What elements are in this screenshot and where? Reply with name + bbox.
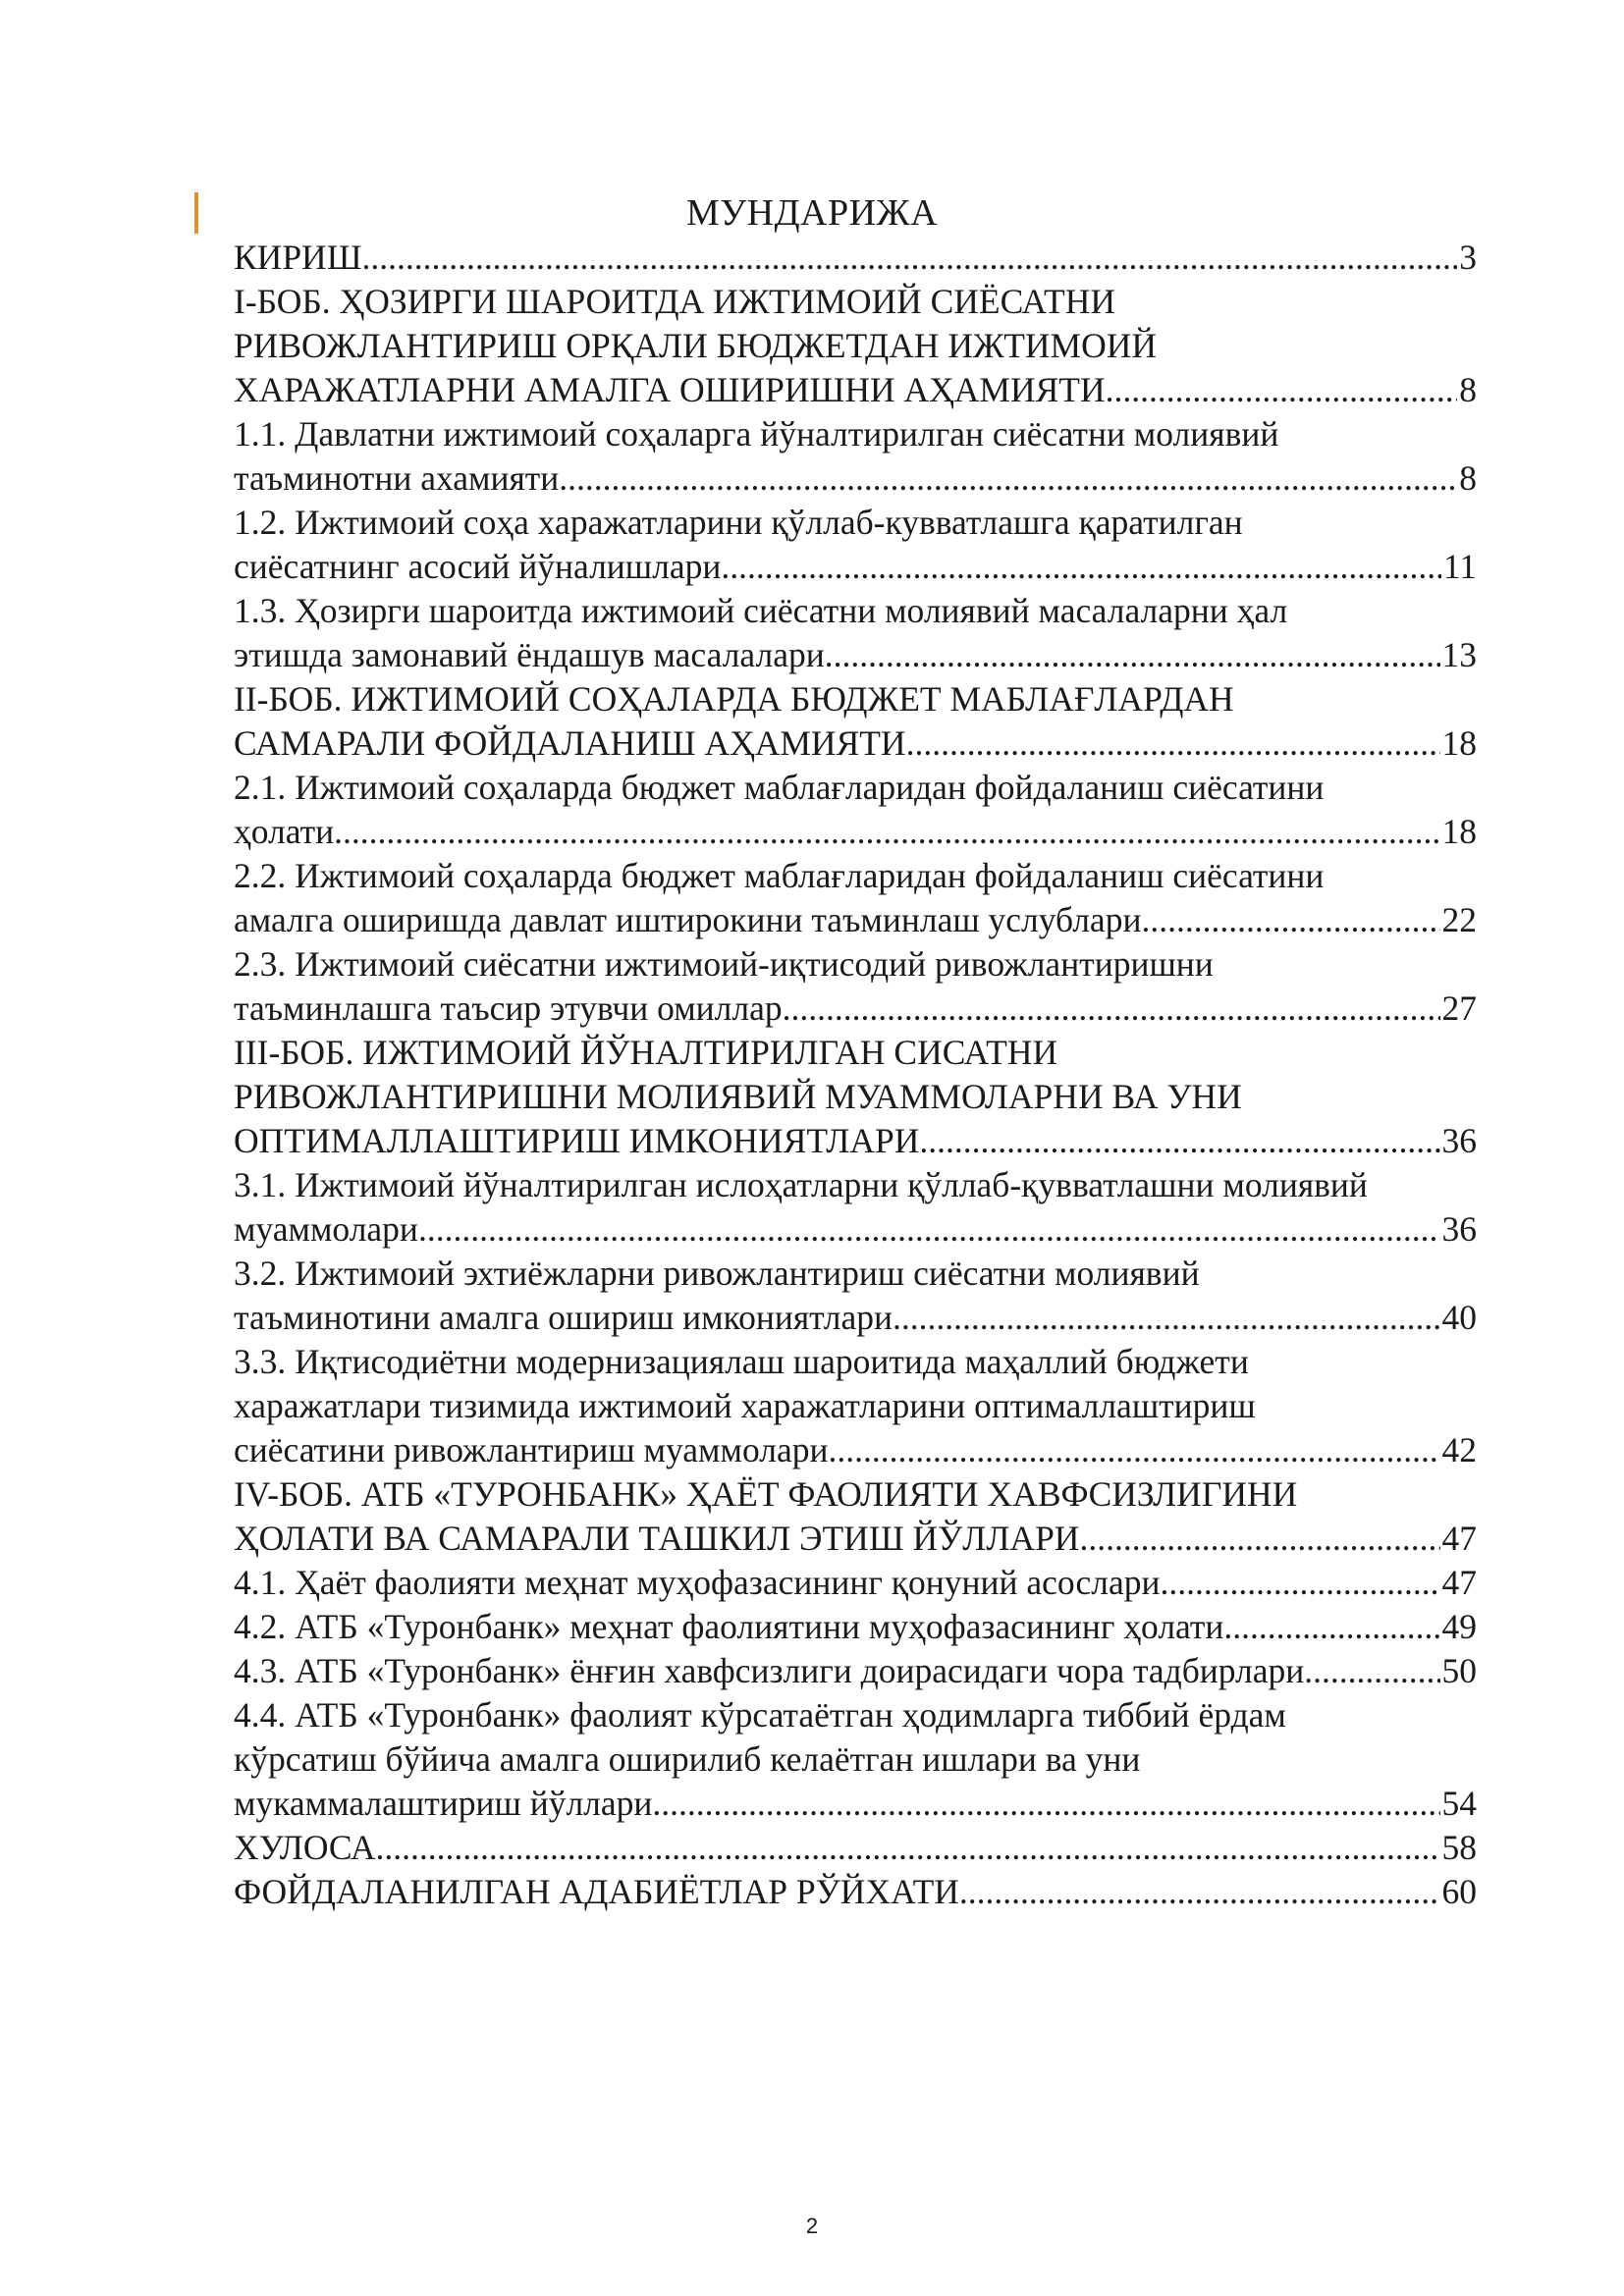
toc-entry-text-line: сиёсатини ривожлантириш муаммолари	[234, 1430, 829, 1469]
toc-entry-text-line: 1.3. Ҳозирги шароитда ижтимоий сиёсатни молиявий масалаларни ҳал	[234, 591, 1288, 630]
toc-entry[interactable]	[234, 1340, 1477, 1472]
toc-page-number: 18	[1441, 723, 1477, 763]
toc-entry-last-line	[234, 1649, 1477, 1693]
toc-entry-text-line: 4.4. АТБ «Туронбанк» фаолият кўрсатаётган ҳодимларга тиббий ёрдам	[234, 1695, 1286, 1735]
toc-page-number: 54	[1441, 1784, 1477, 1823]
dot-leader	[783, 987, 1440, 1031]
toc-entry-text-line: таъминотни ахамияти	[234, 458, 560, 498]
toc-page-number: 11	[1442, 547, 1477, 586]
toc-entry-last-line	[234, 1826, 1477, 1870]
toc-entry-text-line: ҳолати	[234, 812, 335, 851]
toc-entry[interactable]	[234, 677, 1477, 766]
toc-entry-text-line: РИВОЖЛАНТИРИШ ОРҚАЛИ БЮДЖЕТДАН ИЖТИМОИЙ	[234, 326, 1158, 365]
dot-leader	[919, 1119, 1439, 1163]
toc-page-number: 8	[1459, 370, 1477, 409]
toc-page-number: 36	[1441, 1209, 1477, 1249]
toc-entry-last-line	[234, 1428, 1477, 1472]
toc-entry[interactable]	[234, 589, 1477, 677]
dot-leader	[375, 1826, 1439, 1870]
toc-entry-text-line: 2.1. Ижтимоий соҳаларда бюджет маблағларидан фойдаланиш сиёсатини	[234, 768, 1325, 807]
toc-entry[interactable]	[234, 1870, 1477, 1914]
toc-entry[interactable]	[234, 236, 1477, 280]
toc-entry-last-line	[234, 1782, 1477, 1826]
toc-page-number: 47	[1441, 1519, 1477, 1558]
toc-page-number: 49	[1441, 1607, 1477, 1646]
toc-entry-text-line: 1.1. Давлатни ижтимоий соҳаларга йўналтирилган сиёсатни молиявий	[234, 414, 1279, 454]
toc-entry-text-line: ОПТИМАЛЛАШТИРИШ ИМКОНИЯТЛАРИ	[234, 1121, 920, 1160]
toc-entry-text-line: 1.2. Ижтимоий соҳа харажатларини қўллаб-кувватлашга қаратилган	[234, 503, 1243, 542]
page-number: 2	[805, 2214, 819, 2238]
toc-entry[interactable]	[234, 1605, 1477, 1649]
toc-entry[interactable]	[234, 1561, 1477, 1605]
dot-leader	[334, 810, 1439, 854]
toc-entry-last-line	[234, 1296, 1477, 1340]
toc-entry-last-line	[234, 1870, 1477, 1914]
toc-page-number: 18	[1441, 812, 1477, 851]
toc-entry-text-line: КИРИШ	[234, 238, 362, 277]
dot-leader	[906, 721, 1440, 766]
toc-entry-text-line: 3.2. Ижтимоий эхтиёжларни ривожлантириш сиёсатни молиявий	[234, 1254, 1200, 1293]
dot-leader	[1141, 898, 1439, 942]
toc-page-number: 47	[1441, 1563, 1477, 1602]
toc-entry-text-line: САМАРАЛИ ФОЙДАЛАНИШ АҲАМИЯТИ	[234, 723, 906, 763]
toc-entry-text-line: этишда замонавий ёндашув масалалари	[234, 635, 825, 674]
toc-entry[interactable]	[234, 501, 1477, 589]
toc-entry[interactable]	[234, 1693, 1477, 1826]
toc-page-number: 36	[1441, 1121, 1477, 1160]
toc-page-number: 22	[1441, 900, 1477, 939]
toc-entry-text-line: II-БОБ. ИЖТИМОИЙ СОҲАЛАРДА БЮДЖЕТ МАБЛАҒЛАРДАН	[234, 679, 1234, 719]
toc-entry-text-line: таъминлашга таъсир этувчи омиллар	[234, 988, 783, 1028]
toc-entry-last-line	[234, 1119, 1477, 1163]
toc-entry-text-line: III-БОБ. ИЖТИМОИЙ ЙЎНАЛТИРИЛГАН СИСАТНИ	[234, 1033, 1058, 1072]
toc-entry-text-line: таъминотини амалга ошириш имкониятлари	[234, 1298, 893, 1337]
toc-entry-last-line	[234, 898, 1477, 942]
toc-entry[interactable]	[234, 1649, 1477, 1693]
toc-entry-text-line: 4.3. АТБ «Туронбанк» ёнғин хавфсизлиги доирасидаги чора тадбирлари	[234, 1651, 1305, 1690]
toc-entry-last-line	[234, 721, 1477, 766]
toc-entry-text-line: ФОЙДАЛАНИЛГАН АДАБИЁТЛАР РЎЙХАТИ	[234, 1872, 959, 1911]
toc-entry[interactable]	[234, 854, 1477, 942]
toc-entry-last-line	[234, 545, 1477, 589]
toc-entry-text-line: 3.1. Ижтимоий йўналтирилган ислоҳатларни қўллаб-қувватлашни молиявий	[234, 1165, 1368, 1204]
toc-entry-last-line	[234, 1605, 1477, 1649]
dot-leader	[1079, 1517, 1439, 1561]
table-of-contents	[234, 236, 1477, 1914]
dot-leader	[893, 1296, 1439, 1340]
toc-entry-text-line: ХУЛОСА	[234, 1828, 376, 1867]
dot-leader	[959, 1870, 1440, 1914]
toc-entry-last-line	[234, 236, 1477, 280]
toc-page-number: 40	[1441, 1298, 1477, 1337]
toc-entry-text-line: муаммолари	[234, 1209, 418, 1249]
toc-entry-last-line	[234, 1517, 1477, 1561]
dot-leader	[721, 545, 1440, 589]
toc-entry-text-line: РИВОЖЛАНТИРИШНИ МОЛИЯВИЙ МУАММОЛАРНИ ВА УНИ	[234, 1077, 1242, 1116]
toc-page-number: 3	[1459, 238, 1477, 277]
toc-entry-text-line: кўрсатиш бўйича амалга оширилиб келаётган ишлари ва уни	[234, 1739, 1141, 1779]
toc-entry-text-line: 4.1. Ҳаёт фаолияти меҳнат муҳофазасининг қонуний асослари	[234, 1563, 1161, 1602]
dot-leader	[652, 1782, 1439, 1826]
toc-page-number: 27	[1441, 988, 1477, 1028]
dot-leader	[828, 1428, 1439, 1472]
toc-page-number: 13	[1441, 635, 1477, 674]
dot-leader	[825, 633, 1440, 677]
toc-entry-text-line: 2.3. Ижтимоий сиёсатни ижтимоий-иқтисодий ривожлантиришни	[234, 944, 1214, 984]
toc-entry-text-line: IV-БОБ. АТБ «ТУРОНБАНК» ҲАЁТ ФАОЛИЯТИ ХАВФСИЗЛИГИНИ	[234, 1474, 1298, 1514]
dot-leader	[418, 1207, 1440, 1252]
toc-entry[interactable]	[234, 1472, 1477, 1561]
toc-page-number: 8	[1459, 458, 1477, 498]
dot-leader	[1304, 1649, 1439, 1693]
toc-entry[interactable]	[234, 766, 1477, 854]
toc-entry-last-line	[234, 633, 1477, 677]
document-title: МУНДАРИЖА	[685, 192, 939, 234]
toc-page-number: 42	[1441, 1430, 1477, 1469]
toc-entry[interactable]	[234, 1163, 1477, 1252]
toc-entry-last-line	[234, 1561, 1477, 1605]
toc-entry[interactable]	[234, 280, 1477, 412]
toc-entry-last-line	[234, 368, 1477, 412]
toc-entry-text-line: 4.2. АТБ «Туронбанк» меҳнат фаолиятини муҳофазасининг ҳолати	[234, 1607, 1224, 1646]
toc-entry-text-line: 3.3. Иқтисодиётни модернизациялаш шароитида маҳаллий бюджети	[234, 1342, 1249, 1381]
toc-page-number: 60	[1441, 1872, 1477, 1911]
toc-entry[interactable]	[234, 942, 1477, 1031]
toc-entry-last-line	[234, 456, 1477, 501]
toc-entry[interactable]	[234, 412, 1477, 501]
toc-entry-text-line: ҲОЛАТИ ВА САМАРАЛИ ТАШКИЛ ЭТИШ ЙЎЛЛАРИ	[234, 1519, 1080, 1558]
toc-entry-text-line: мукаммалаштириш йўллари	[234, 1784, 653, 1823]
toc-entry-text-line: сиёсатнинг асосий йўналишлари	[234, 547, 722, 586]
dot-leader	[1161, 1561, 1440, 1605]
toc-entry[interactable]	[234, 1031, 1477, 1163]
dot-leader	[559, 456, 1457, 501]
dot-leader	[362, 236, 1458, 280]
toc-entry[interactable]	[234, 1826, 1477, 1870]
toc-entry-text-line: 2.2. Ижтимоий соҳаларда бюджет маблағларидан фойдаланиш сиёсатини	[234, 856, 1325, 895]
toc-entry-text-line: I-БОБ. ҲОЗИРГИ ШАРОИТДА ИЖТИМОИЙ СИЁСАТНИ	[234, 282, 1116, 321]
dot-leader	[1106, 368, 1458, 412]
toc-entry-text-line: амалга оширишда давлат иштирокини таъминлаш услублари	[234, 900, 1142, 939]
toc-page-number: 58	[1441, 1828, 1477, 1867]
toc-entry[interactable]	[234, 1252, 1477, 1340]
toc-entry-text-line: харажатлари тизимида ижтимоий харажатларини оптималлаштириш	[234, 1386, 1256, 1425]
toc-entry-last-line	[234, 1207, 1477, 1252]
toc-page-number: 50	[1441, 1651, 1477, 1690]
toc-entry-last-line	[234, 987, 1477, 1031]
toc-entry-last-line	[234, 810, 1477, 854]
dot-leader	[1223, 1605, 1439, 1649]
toc-entry-text-line: ХАРАЖАТЛАРНИ АМАЛГА ОШИРИШНИ АҲАМИЯТИ	[234, 370, 1106, 409]
